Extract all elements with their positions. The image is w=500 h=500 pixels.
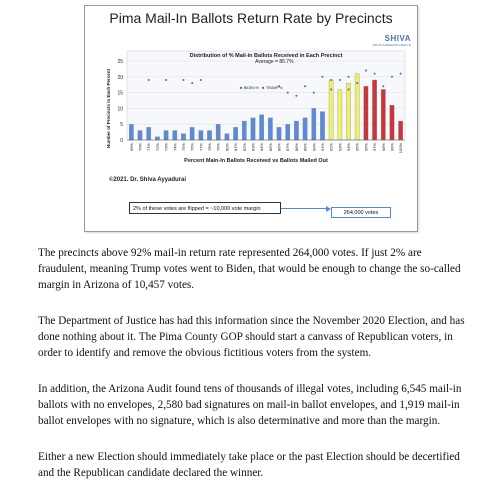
bar	[381, 89, 385, 140]
biden-marker	[304, 85, 306, 87]
shiva-logo-tagline: TRUTH FREEDOM HEALTH	[372, 43, 411, 47]
paragraph-1: The precincts above 92% mail-in return rate represented 264,000 votes. If just 2% are fraudulent, meaning Trump votes went to Biden, that would be enough to change the so-called margin in Arizona of 10,457 votes.	[38, 247, 461, 291]
bar	[190, 127, 194, 140]
x-tick-label: 90%	[311, 143, 317, 152]
bar	[173, 131, 177, 140]
bar	[320, 112, 324, 140]
x-tick-label: 88%	[293, 143, 299, 152]
trump-marker	[191, 82, 193, 84]
biden-marker	[382, 85, 384, 87]
x-tick-label: 82%	[241, 143, 247, 152]
average-annotation: Average = 86.7%	[255, 59, 294, 65]
bar	[138, 131, 142, 140]
legend-trump-marker	[262, 87, 264, 89]
x-tick-label: 72%	[154, 143, 160, 152]
legend-biden-label: BIDEN %	[243, 86, 259, 91]
trump-marker	[348, 88, 350, 90]
paragraph-3: In addition, the Arizona Audit found tens of thousands of illegal votes, including 6,545 mail-in ballots with no envelopes, 2,580 bad signatures on mail-in ballot envelopes, and 1,919 mail-in ballot envelopes with no signature, which is also determinative and more than the margin.	[38, 383, 462, 427]
flip-note-box: 2% of these votes are flipped = ~10,000 vote margin	[129, 202, 281, 214]
y-axis-label: Number of Precincts in Each Percent	[106, 68, 111, 149]
x-tick-label: 91%	[319, 143, 325, 152]
x-tick-label: 87%	[285, 143, 291, 152]
bar	[251, 118, 255, 140]
biden-marker	[339, 79, 341, 81]
chart-figure	[84, 5, 418, 232]
trump-marker	[200, 79, 202, 81]
figure-title: Pima Mail-In Ballots Return Rate by Precincts	[109, 10, 393, 26]
y-tick-label: 20	[117, 74, 123, 81]
trump-marker	[287, 92, 289, 94]
paragraph-2: The Department of Justice has had this information since the November 2020 Election, and has done nothing about it. The Pima County GOP should start a canvass of Republican voters, in order to identify and remove the obvious fictitious voters from the system.	[38, 315, 465, 359]
votes-box: 264,000 votes	[331, 207, 391, 218]
trump-marker	[365, 92, 367, 94]
x-tick-label: 100%	[398, 143, 404, 154]
bar	[233, 127, 237, 140]
x-tick-label: 99%	[389, 143, 395, 152]
x-tick-label: 86%	[276, 143, 282, 152]
x-tick-label: 75%	[180, 143, 186, 152]
biden-marker	[356, 82, 358, 84]
bar	[147, 127, 151, 140]
biden-marker	[400, 73, 402, 75]
bar	[364, 86, 368, 140]
bar	[225, 134, 229, 140]
x-tick-label: 71%	[146, 143, 152, 152]
x-tick-label: 89%	[302, 143, 308, 152]
trump-marker	[165, 79, 167, 81]
bar	[390, 105, 394, 140]
x-tick-label: 93%	[337, 143, 343, 152]
legend-biden-marker	[240, 87, 242, 89]
y-tick-label: 0	[120, 138, 123, 144]
biden-marker	[391, 76, 393, 78]
x-tick-label: 77%	[198, 143, 204, 152]
x-tick-label: 92%	[328, 143, 334, 152]
bar	[207, 131, 211, 140]
bar	[294, 121, 298, 140]
x-tick-label: 80%	[224, 143, 230, 152]
biden-marker	[330, 79, 332, 81]
x-tick-label: 69%	[128, 143, 134, 152]
x-tick-label: 95%	[354, 143, 360, 152]
bar	[346, 83, 350, 140]
biden-marker	[295, 95, 297, 97]
trump-marker	[182, 79, 184, 81]
x-axis-label: Percent Main-In Ballots Received vs Ballots Mailed Out	[184, 158, 328, 164]
x-tick-label: 94%	[346, 143, 352, 152]
bar	[129, 124, 133, 140]
x-tick-label: 96%	[363, 143, 369, 152]
bar	[268, 118, 272, 140]
bar	[216, 124, 220, 140]
copyright: ©2021. Dr. Shiva Ayyadurai	[109, 177, 187, 183]
paragraph-4: Either a new Election should immediately take place or the past Election should be decertified and the Republican candidate declared the winner.	[38, 451, 460, 479]
x-tick-label: 83%	[250, 143, 256, 152]
legend-trump-label: TRUMP %	[265, 86, 283, 91]
y-tick-label: 25	[117, 59, 123, 65]
chart-subtitle: Distribution of % Mail-in Ballots Received in Each Precinct	[189, 53, 343, 59]
y-tick-label: 10	[117, 106, 123, 113]
arrow-line	[281, 208, 329, 209]
x-tick-label: 98%	[380, 143, 386, 152]
bar-chart	[85, 6, 417, 231]
x-tick-label: 78%	[207, 143, 213, 152]
bar	[164, 131, 168, 140]
x-tick-label: 79%	[215, 143, 221, 152]
trump-marker	[330, 88, 332, 90]
bar	[286, 124, 290, 140]
bar	[181, 134, 185, 140]
bar	[259, 115, 263, 140]
x-tick-label: 73%	[163, 143, 169, 152]
biden-marker	[374, 73, 376, 75]
biden-marker	[321, 76, 323, 78]
x-tick-label: 76%	[189, 143, 195, 152]
x-tick-label: 84%	[259, 143, 265, 152]
trump-marker	[148, 79, 150, 81]
y-tick-label: 15	[117, 90, 123, 97]
shiva-logo: SHIVA	[384, 34, 411, 43]
bar	[277, 127, 281, 140]
bar	[372, 80, 376, 140]
y-tick-label: 5	[120, 122, 123, 129]
bar	[155, 137, 159, 140]
x-tick-label: 70%	[137, 143, 143, 152]
x-tick-label: 81%	[233, 143, 239, 152]
biden-marker	[365, 69, 367, 71]
x-tick-label: 97%	[372, 143, 378, 152]
bar	[242, 121, 246, 140]
bar	[199, 131, 203, 140]
biden-marker	[313, 92, 315, 94]
bar	[338, 89, 342, 140]
biden-marker	[348, 76, 350, 78]
x-tick-label: 74%	[172, 143, 178, 152]
bar	[312, 108, 316, 140]
bar	[303, 118, 307, 140]
x-tick-label: 85%	[267, 143, 273, 152]
trump-marker	[400, 123, 402, 125]
